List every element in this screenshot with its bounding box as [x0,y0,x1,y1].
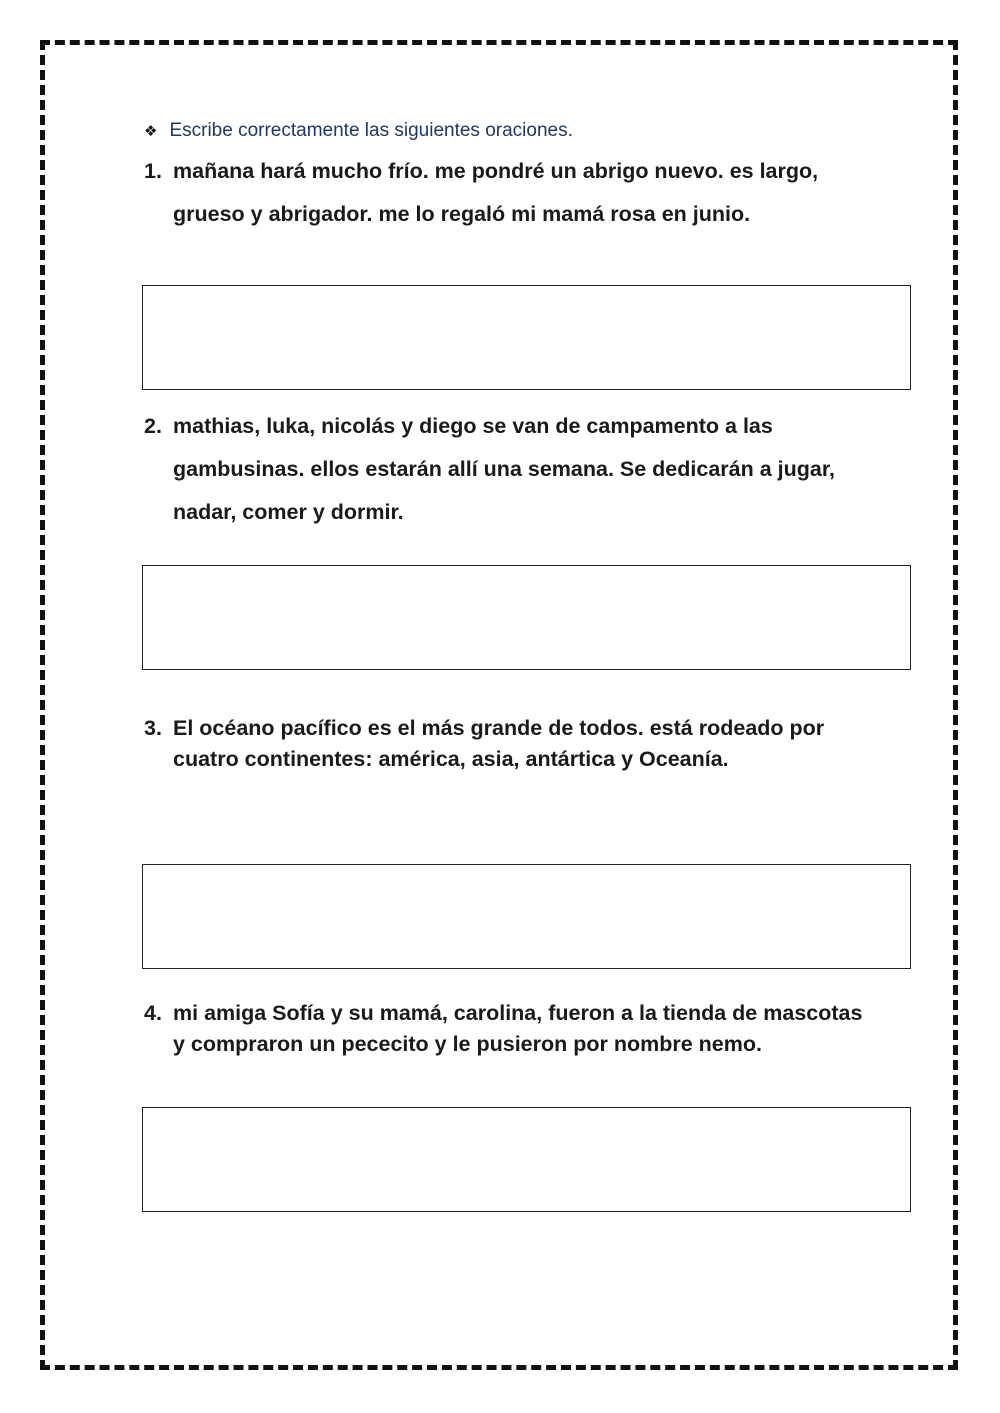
instruction [144,120,573,142]
item-sentence: mañana hará mucho frío. me pondré un abrigo nuevo. es largo, grueso y abrigador. me lo regaló mi mamá rosa en junio. [173,159,819,226]
answer-box-1[interactable] [142,285,911,390]
exercise-item-4 [144,998,864,1060]
item-number: 3. [144,716,162,740]
exercise-item-3 [144,713,864,775]
item-sentence: mathias, luka, nicolás y diego se van de campamento a las gambusinas. ellos estarán allí una semana. Se dedicarán a jugar, nadar, comer y dormir. [173,414,835,524]
item-number: 4. [144,1001,162,1025]
item-sentence: mi amiga Sofía y su mamá, carolina, fueron a la tienda de mascotas y compraron un pececito y le pusieron por nombre nemo. [173,1001,863,1056]
item-number: 2. [144,414,162,438]
diamond-bullet-icon: ❖ [144,123,158,140]
exercise-item-1 [144,150,864,236]
item-sentence: El océano pacífico es el más grande de todos. está rodeado por cuatro continentes: américa, asia, antártica y Oceanía. [173,716,825,771]
exercise-item-2 [144,405,864,534]
answer-box-4[interactable] [142,1107,911,1212]
answer-box-2[interactable] [142,565,911,670]
instruction-text: Escribe correctamente las siguientes oraciones. [169,120,573,141]
item-number: 1. [144,159,162,183]
answer-box-3[interactable] [142,864,911,969]
